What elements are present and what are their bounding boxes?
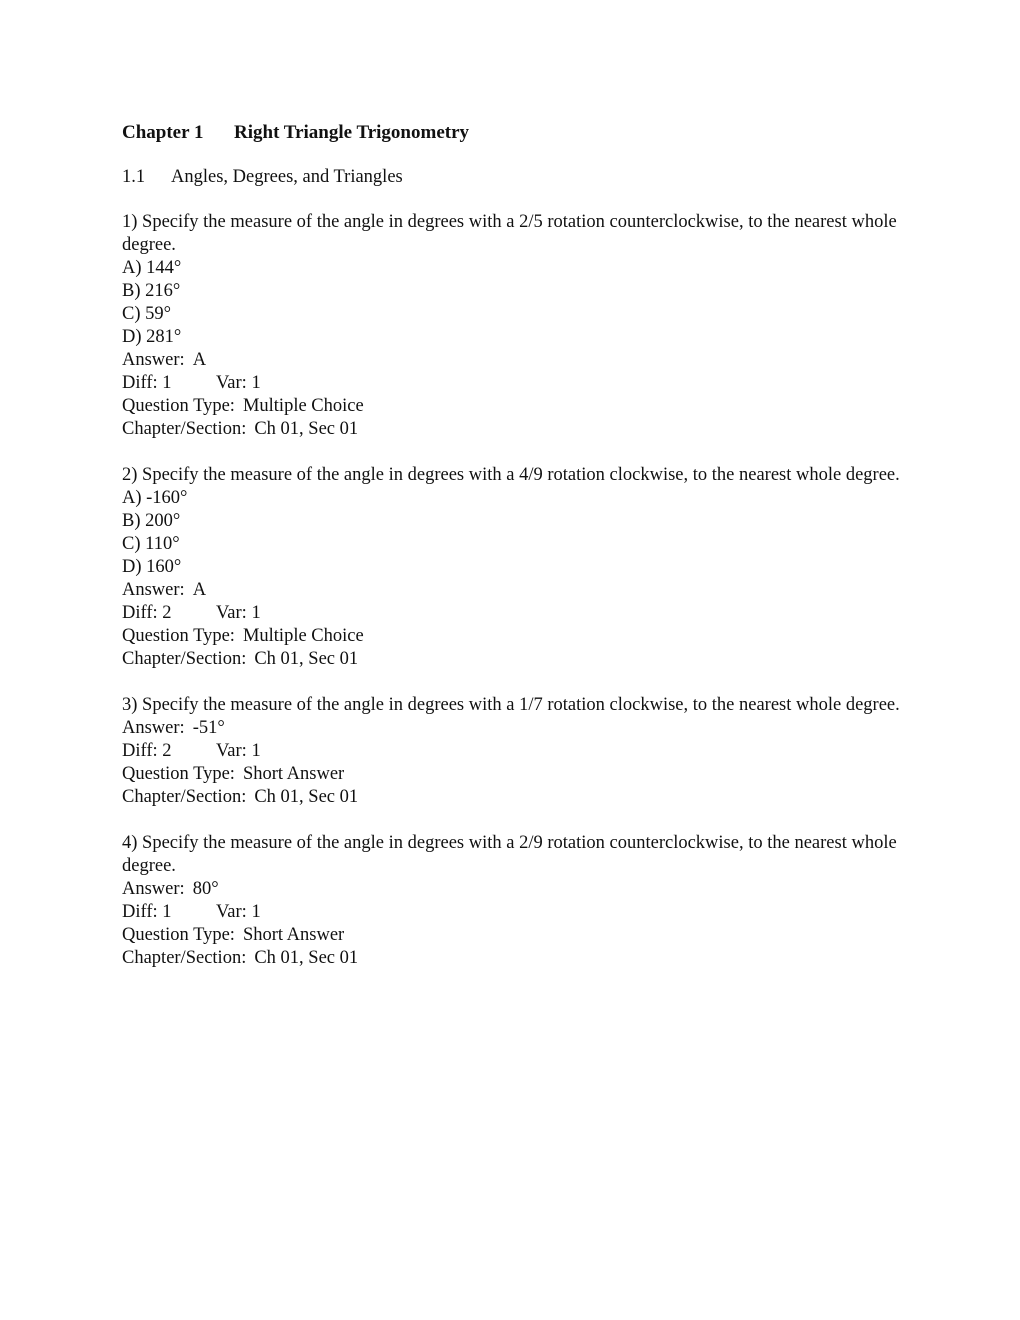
diff-value: 2 xyxy=(162,741,172,761)
answer-line xyxy=(122,878,912,901)
section-heading xyxy=(122,166,912,189)
choice-d: D) 281° xyxy=(122,327,182,347)
chapter-section-label: Chapter/Section: xyxy=(122,649,247,669)
question-type-line xyxy=(122,924,912,947)
question-1 xyxy=(122,211,912,441)
choice-a: A) 144° xyxy=(122,258,182,278)
var-label: Var: xyxy=(216,902,247,922)
var-value: 1 xyxy=(251,741,261,761)
diff-label: Diff: xyxy=(122,373,158,393)
chapter-section-label: Chapter/Section: xyxy=(122,787,247,807)
question-text: 3) Specify the measure of the angle in degrees with a 1/7 rotation clockwise, to the nearest whole degree. xyxy=(122,695,900,715)
diff-var-line xyxy=(122,901,912,924)
choice-b: B) 200° xyxy=(122,511,181,531)
question-type-value: Multiple Choice xyxy=(242,626,364,646)
answer-value: A xyxy=(192,350,207,370)
question-type-value: Multiple Choice xyxy=(242,396,364,416)
var-value: 1 xyxy=(251,603,261,623)
chapter-title: Right Triangle Trigonometry xyxy=(234,122,470,143)
question-type-label: Question Type: xyxy=(122,764,235,784)
question-text: 4) Specify the measure of the angle in degrees with a 2/9 rotation counterclockwise, to the nearest whole degree. xyxy=(122,833,897,876)
question-type-label: Question Type: xyxy=(122,396,235,416)
question-type-label: Question Type: xyxy=(122,626,235,646)
question-type-value: Short Answer xyxy=(242,925,345,945)
answer-label: Answer: xyxy=(122,879,185,899)
document-page xyxy=(122,121,912,970)
answer-label: Answer: xyxy=(122,580,185,600)
diff-var-line xyxy=(122,602,912,625)
chapter-section-label: Chapter/Section: xyxy=(122,419,247,439)
choice-d: D) 160° xyxy=(122,557,182,577)
question-type-label: Question Type: xyxy=(122,925,235,945)
choice-b: B) 216° xyxy=(122,281,181,301)
question-4 xyxy=(122,832,912,970)
answer-label: Answer: xyxy=(122,718,185,738)
choice-c: C) 59° xyxy=(122,304,172,324)
answer-line xyxy=(122,349,912,372)
choice-c: C) 110° xyxy=(122,534,180,554)
var-label: Var: xyxy=(216,741,247,761)
section-number: 1.1 xyxy=(122,167,146,187)
question-text: 1) Specify the measure of the angle in degrees with a 2/5 rotation counterclockwise, to the nearest whole degree. xyxy=(122,212,897,255)
chapter-number: Chapter 1 xyxy=(122,122,204,143)
diff-var-line xyxy=(122,740,912,763)
chapter-section-value: Ch 01, Sec 01 xyxy=(254,649,359,669)
answer-value: -51° xyxy=(192,718,225,738)
diff-value: 2 xyxy=(162,603,172,623)
question-type-line xyxy=(122,763,912,786)
diff-value: 1 xyxy=(162,373,172,393)
question-2 xyxy=(122,464,912,671)
answer-line xyxy=(122,717,912,740)
diff-value: 1 xyxy=(162,902,172,922)
chapter-section-line xyxy=(122,947,912,970)
diff-label: Diff: xyxy=(122,603,158,623)
var-label: Var: xyxy=(216,373,247,393)
diff-label: Diff: xyxy=(122,902,158,922)
chapter-section-value: Ch 01, Sec 01 xyxy=(254,787,359,807)
question-type-line xyxy=(122,625,912,648)
diff-label: Diff: xyxy=(122,741,158,761)
chapter-section-line xyxy=(122,418,912,441)
answer-value: 80° xyxy=(192,879,219,899)
answer-value: A xyxy=(192,580,207,600)
answer-label: Answer: xyxy=(122,350,185,370)
chapter-section-line xyxy=(122,786,912,809)
answer-line xyxy=(122,579,912,602)
question-text: 2) Specify the measure of the angle in degrees with a 4/9 rotation clockwise, to the nearest whole degree. xyxy=(122,465,900,485)
var-label: Var: xyxy=(216,603,247,623)
question-type-value: Short Answer xyxy=(242,764,345,784)
choice-a: A) -160° xyxy=(122,488,188,508)
var-value: 1 xyxy=(251,373,261,393)
var-value: 1 xyxy=(251,902,261,922)
question-type-line xyxy=(122,395,912,418)
chapter-section-value: Ch 01, Sec 01 xyxy=(254,419,359,439)
diff-var-line xyxy=(122,372,912,395)
section-title: Angles, Degrees, and Triangles xyxy=(171,167,403,187)
question-3 xyxy=(122,694,912,809)
chapter-section-value: Ch 01, Sec 01 xyxy=(254,948,359,968)
chapter-heading xyxy=(122,121,912,144)
chapter-section-label: Chapter/Section: xyxy=(122,948,247,968)
chapter-section-line xyxy=(122,648,912,671)
